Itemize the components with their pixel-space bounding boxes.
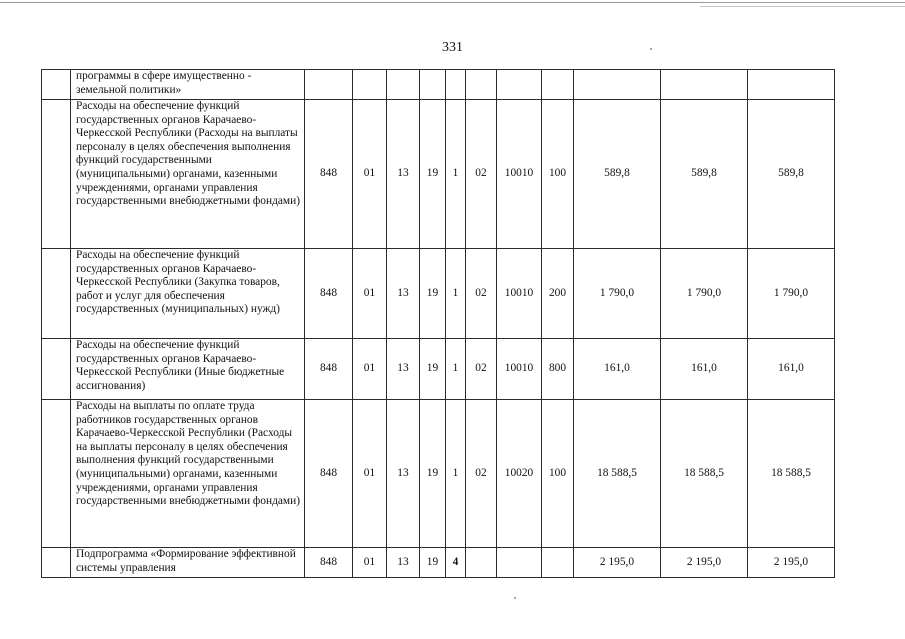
amount-year-1: 1 790,0 xyxy=(574,249,661,339)
table-row xyxy=(42,400,835,548)
code-program xyxy=(420,70,446,100)
code-expense-type: 800 xyxy=(542,339,574,400)
code-section: 01 xyxy=(353,400,387,548)
code-direction xyxy=(497,548,542,578)
code-subsection: 13 xyxy=(387,400,420,548)
amount-year-2: 589,8 xyxy=(661,100,748,249)
code-event xyxy=(466,548,497,578)
scan-edge-line-right xyxy=(700,6,905,7)
amount-year-3: 18 588,5 xyxy=(748,400,835,548)
code-subprogram: 1 xyxy=(446,100,466,249)
code-direction: 10010 xyxy=(497,249,542,339)
code-subprogram: 4 xyxy=(446,548,466,578)
amount-year-1: 2 195,0 xyxy=(574,548,661,578)
code-ministry: 848 xyxy=(305,339,353,400)
amount-year-1: 161,0 xyxy=(574,339,661,400)
code-ministry: 848 xyxy=(305,100,353,249)
code-direction: 10020 xyxy=(497,400,542,548)
code-event xyxy=(466,70,497,100)
code-direction: 10010 xyxy=(497,100,542,249)
code-event: 02 xyxy=(466,339,497,400)
budget-table xyxy=(41,69,835,578)
code-event: 02 xyxy=(466,249,497,339)
code-section: 01 xyxy=(353,548,387,578)
scan-speck xyxy=(514,597,516,599)
amount-year-1 xyxy=(574,70,661,100)
code-ministry xyxy=(305,70,353,100)
row-number-cell xyxy=(42,548,71,578)
code-program: 19 xyxy=(420,400,446,548)
amount-year-1: 18 588,5 xyxy=(574,400,661,548)
amount-year-3: 161,0 xyxy=(748,339,835,400)
table-row xyxy=(42,249,835,339)
code-ministry: 848 xyxy=(305,548,353,578)
code-section xyxy=(353,70,387,100)
row-number-cell xyxy=(42,70,71,100)
amount-year-2: 2 195,0 xyxy=(661,548,748,578)
item-name: Подпрограмма «Формирование эффективной системы управления xyxy=(71,548,305,578)
code-direction: 10010 xyxy=(497,339,542,400)
item-name: Расходы на обеспечение функций государственных органов Карачаево-Черкесской Республики (Закупка товаров, работ и услуг для обеспечения государственных (муниципальных) нужд) xyxy=(71,249,305,339)
code-subprogram xyxy=(446,70,466,100)
code-subsection: 13 xyxy=(387,100,420,249)
code-expense-type xyxy=(542,70,574,100)
table-row xyxy=(42,100,835,249)
item-name: Расходы на обеспечение функций государственных органов Карачаево-Черкесской Республики (Расходы на выплаты персоналу в целях обеспечения выполнения функций государственными (муниципальными) органами, казенными учреждениями, органами управления государственными внебюджетными фондами) xyxy=(71,100,305,249)
amount-year-3: 1 790,0 xyxy=(748,249,835,339)
code-subsection xyxy=(387,70,420,100)
code-section: 01 xyxy=(353,249,387,339)
code-subsection: 13 xyxy=(387,249,420,339)
amount-year-2 xyxy=(661,70,748,100)
table-row xyxy=(42,548,835,578)
code-program: 19 xyxy=(420,249,446,339)
code-subprogram: 1 xyxy=(446,249,466,339)
row-number-cell xyxy=(42,339,71,400)
code-expense-type: 100 xyxy=(542,400,574,548)
amount-year-3: 589,8 xyxy=(748,100,835,249)
amount-year-2: 161,0 xyxy=(661,339,748,400)
code-ministry: 848 xyxy=(305,400,353,548)
code-event: 02 xyxy=(466,100,497,249)
page-number: 331 xyxy=(442,40,463,55)
code-subsection: 13 xyxy=(387,548,420,578)
item-name: Расходы на выплаты по оплате труда работников государственных органов Карачаево-Черкесской Республики (Расходы на выплаты персоналу в целях обеспечения выполнения функций государственными (муниципальными) органами, казенными учреждениями, органами управления государственными внебюджетными фондами) xyxy=(71,400,305,548)
scan-edge-line xyxy=(0,2,905,3)
amount-year-1: 589,8 xyxy=(574,100,661,249)
code-section: 01 xyxy=(353,100,387,249)
item-name: Расходы на обеспечение функций государственных органов Карачаево-Черкесской Республики (Иные бюджетные ассигнования) xyxy=(71,339,305,400)
row-number-cell xyxy=(42,400,71,548)
code-subprogram: 1 xyxy=(446,400,466,548)
code-subsection: 13 xyxy=(387,339,420,400)
amount-year-2: 1 790,0 xyxy=(661,249,748,339)
code-expense-type: 100 xyxy=(542,100,574,249)
amount-year-3 xyxy=(748,70,835,100)
code-direction xyxy=(497,70,542,100)
amount-year-2: 18 588,5 xyxy=(661,400,748,548)
table-row xyxy=(42,70,835,100)
code-expense-type xyxy=(542,548,574,578)
code-section: 01 xyxy=(353,339,387,400)
code-expense-type: 200 xyxy=(542,249,574,339)
code-subprogram: 1 xyxy=(446,339,466,400)
code-program: 19 xyxy=(420,339,446,400)
code-ministry: 848 xyxy=(305,249,353,339)
table-row xyxy=(42,339,835,400)
row-number-cell xyxy=(42,100,71,249)
item-name: программы в сфере имущественно - земельной политики» xyxy=(71,70,305,100)
amount-year-3: 2 195,0 xyxy=(748,548,835,578)
code-program: 19 xyxy=(420,100,446,249)
row-number-cell xyxy=(42,249,71,339)
code-program: 19 xyxy=(420,548,446,578)
code-event: 02 xyxy=(466,400,497,548)
